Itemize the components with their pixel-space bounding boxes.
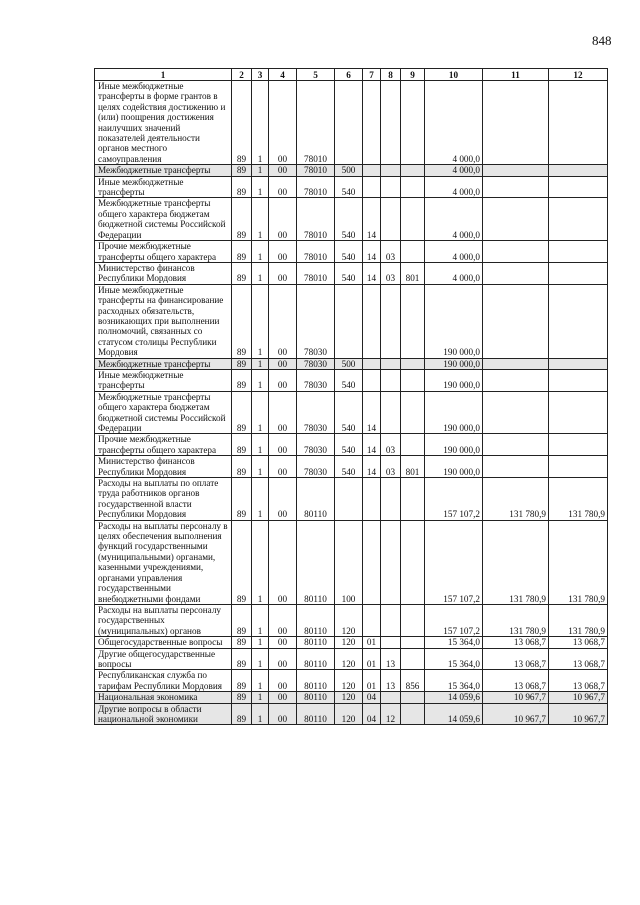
code-cell-col9 [401, 81, 425, 165]
code-cell-col7: 01 [363, 637, 381, 648]
code-cell-col8 [381, 198, 401, 241]
code-cell-col4: 00 [269, 692, 297, 703]
code-cell-col9 [401, 358, 425, 369]
code-cell-col8 [381, 358, 401, 369]
code-cell-col4: 00 [269, 284, 297, 358]
amount-cell-col12 [549, 165, 608, 176]
code-cell-col9 [401, 703, 425, 725]
code-cell-col9 [401, 692, 425, 703]
amount-cell-col12 [549, 358, 608, 369]
code-cell-col7: 01 [363, 670, 381, 692]
table-row [95, 670, 608, 692]
row-name-cell: Министерство финансов Республики Мордовия [95, 456, 232, 478]
header-cell-col9: 9 [401, 69, 425, 81]
amount-cell-col12 [549, 262, 608, 284]
amount-cell-col10: 4 000,0 [425, 262, 483, 284]
code-cell-col9 [401, 284, 425, 358]
row-name-cell: Межбюджетные трансферты общего характера бюджетам бюджетной системы Российской Федерации [95, 198, 232, 241]
code-cell-col6: 120 [335, 637, 363, 648]
table-row [95, 478, 608, 521]
header-cell-col4: 4 [269, 69, 297, 81]
code-cell-col3: 1 [252, 637, 269, 648]
table-row [95, 241, 608, 263]
code-cell-col2: 89 [232, 284, 252, 358]
code-cell-col3: 1 [252, 692, 269, 703]
amount-cell-col12 [549, 176, 608, 198]
code-cell-col3: 1 [252, 358, 269, 369]
code-cell-col2: 89 [232, 520, 252, 604]
code-cell-col5: 78010 [297, 198, 335, 241]
code-cell-col9 [401, 391, 425, 434]
amount-cell-col11 [483, 176, 549, 198]
table-row [95, 81, 608, 165]
row-name-cell: Прочие межбюджетные трансферты общего характера [95, 434, 232, 456]
code-cell-col8: 13 [381, 648, 401, 670]
amount-cell-col10: 14 059,6 [425, 703, 483, 725]
table-row [95, 176, 608, 198]
header-cell-col2: 2 [232, 69, 252, 81]
code-cell-col6: 120 [335, 703, 363, 725]
code-cell-col6: 120 [335, 692, 363, 703]
code-cell-col4: 00 [269, 604, 297, 636]
code-cell-col9 [401, 369, 425, 391]
code-cell-col7 [363, 284, 381, 358]
code-cell-col6 [335, 81, 363, 165]
code-cell-col8 [381, 637, 401, 648]
code-cell-col9 [401, 648, 425, 670]
code-cell-col2: 89 [232, 81, 252, 165]
code-cell-col5: 80110 [297, 478, 335, 521]
amount-cell-col11 [483, 434, 549, 456]
amount-cell-col11: 13 068,7 [483, 670, 549, 692]
code-cell-col8 [381, 391, 401, 434]
code-cell-col6: 540 [335, 262, 363, 284]
code-cell-col3: 1 [252, 176, 269, 198]
code-cell-col8 [381, 176, 401, 198]
code-cell-col2: 89 [232, 262, 252, 284]
code-cell-col3: 1 [252, 165, 269, 176]
code-cell-col3: 1 [252, 456, 269, 478]
code-cell-col5: 80110 [297, 703, 335, 725]
header-cell-col3: 3 [252, 69, 269, 81]
amount-cell-col12: 13 068,7 [549, 648, 608, 670]
amount-cell-col12 [549, 241, 608, 263]
code-cell-col6: 540 [335, 198, 363, 241]
code-cell-col8: 03 [381, 241, 401, 263]
code-cell-col4: 00 [269, 176, 297, 198]
amount-cell-col10: 4 000,0 [425, 176, 483, 198]
amount-cell-col11 [483, 358, 549, 369]
code-cell-col3: 1 [252, 478, 269, 521]
code-cell-col2: 89 [232, 358, 252, 369]
code-cell-col6: 120 [335, 648, 363, 670]
code-cell-col4: 00 [269, 478, 297, 521]
code-cell-col6: 540 [335, 391, 363, 434]
code-cell-col7: 04 [363, 692, 381, 703]
amount-cell-col11 [483, 198, 549, 241]
code-cell-col5: 78030 [297, 391, 335, 434]
amount-cell-col12: 131 780,9 [549, 604, 608, 636]
amount-cell-col10: 190 000,0 [425, 456, 483, 478]
amount-cell-col11: 131 780,9 [483, 604, 549, 636]
amount-cell-col11 [483, 241, 549, 263]
code-cell-col6: 120 [335, 604, 363, 636]
code-cell-col2: 89 [232, 198, 252, 241]
amount-cell-col10: 157 107,2 [425, 478, 483, 521]
header-row [95, 69, 608, 81]
code-cell-col7: 14 [363, 434, 381, 456]
code-cell-col4: 00 [269, 391, 297, 434]
code-cell-col5: 78030 [297, 456, 335, 478]
header-cell-col11: 11 [483, 69, 549, 81]
code-cell-col4: 00 [269, 369, 297, 391]
row-name-cell: Межбюджетные трансферты [95, 165, 232, 176]
code-cell-col3: 1 [252, 648, 269, 670]
code-cell-col2: 89 [232, 165, 252, 176]
code-cell-col2: 89 [232, 478, 252, 521]
code-cell-col5: 80110 [297, 648, 335, 670]
code-cell-col5: 80110 [297, 604, 335, 636]
code-cell-col9 [401, 176, 425, 198]
amount-cell-col10: 4 000,0 [425, 241, 483, 263]
code-cell-col8: 03 [381, 262, 401, 284]
code-cell-col3: 1 [252, 198, 269, 241]
header-cell-col6: 6 [335, 69, 363, 81]
amount-cell-col10: 4 000,0 [425, 198, 483, 241]
amount-cell-col12 [549, 198, 608, 241]
amount-cell-col12: 13 068,7 [549, 670, 608, 692]
code-cell-col3: 1 [252, 520, 269, 604]
amount-cell-col10: 15 364,0 [425, 648, 483, 670]
code-cell-col5: 78030 [297, 358, 335, 369]
code-cell-col4: 00 [269, 670, 297, 692]
amount-cell-col10: 190 000,0 [425, 391, 483, 434]
row-name-cell: Прочие межбюджетные трансферты общего характера [95, 241, 232, 263]
amount-cell-col11: 131 780,9 [483, 520, 549, 604]
code-cell-col2: 89 [232, 703, 252, 725]
code-cell-col4: 00 [269, 520, 297, 604]
code-cell-col7: 14 [363, 391, 381, 434]
code-cell-col9: 801 [401, 456, 425, 478]
code-cell-col7 [363, 81, 381, 165]
code-cell-col4: 00 [269, 262, 297, 284]
amount-cell-col11: 131 780,9 [483, 478, 549, 521]
code-cell-col2: 89 [232, 648, 252, 670]
code-cell-col4: 00 [269, 198, 297, 241]
code-cell-col4: 00 [269, 81, 297, 165]
row-name-cell: Расходы на выплаты персоналу в целях обеспечения выполнения функций государственными (муниципальными) органами, казенными учреждениями, органами управления государственными внебюджетными фондами [95, 520, 232, 604]
code-cell-col5: 78010 [297, 81, 335, 165]
code-cell-col9 [401, 520, 425, 604]
code-cell-col8 [381, 478, 401, 521]
amount-cell-col10: 190 000,0 [425, 358, 483, 369]
code-cell-col4: 00 [269, 165, 297, 176]
amount-cell-col11 [483, 284, 549, 358]
page-number: 848 [592, 33, 612, 48]
code-cell-col8 [381, 81, 401, 165]
table-row [95, 637, 608, 648]
amount-cell-col12 [549, 456, 608, 478]
code-cell-col6: 500 [335, 358, 363, 369]
code-cell-col2: 89 [232, 434, 252, 456]
code-cell-col6: 540 [335, 456, 363, 478]
row-name-cell: Иные межбюджетные трансферты [95, 176, 232, 198]
amount-cell-col11: 13 068,7 [483, 637, 549, 648]
row-name-cell: Иные межбюджетные трансферты [95, 369, 232, 391]
code-cell-col8 [381, 284, 401, 358]
code-cell-col5: 78010 [297, 176, 335, 198]
code-cell-col3: 1 [252, 241, 269, 263]
amount-cell-col10: 4 000,0 [425, 165, 483, 176]
amount-cell-col11 [483, 369, 549, 391]
row-name-cell: Другие общегосударственные вопросы [95, 648, 232, 670]
code-cell-col3: 1 [252, 670, 269, 692]
header-cell-col7: 7 [363, 69, 381, 81]
row-name-cell: Межбюджетные трансферты [95, 358, 232, 369]
table-row [95, 703, 608, 725]
code-cell-col6: 540 [335, 241, 363, 263]
amount-cell-col12 [549, 434, 608, 456]
code-cell-col7: 14 [363, 198, 381, 241]
code-cell-col5: 80110 [297, 520, 335, 604]
code-cell-col2: 89 [232, 176, 252, 198]
code-cell-col8 [381, 604, 401, 636]
code-cell-col4: 00 [269, 648, 297, 670]
code-cell-col7 [363, 165, 381, 176]
code-cell-col4: 00 [269, 703, 297, 725]
amount-cell-col10: 190 000,0 [425, 284, 483, 358]
amount-cell-col11: 10 967,7 [483, 692, 549, 703]
code-cell-col5: 78030 [297, 369, 335, 391]
row-name-cell: Межбюджетные трансферты общего характера бюджетам бюджетной системы Российской Федерации [95, 391, 232, 434]
row-name-cell: Республиканская служба по тарифам Республики Мордовия [95, 670, 232, 692]
code-cell-col2: 89 [232, 369, 252, 391]
code-cell-col8 [381, 692, 401, 703]
row-name-cell: Расходы на выплаты по оплате труда работников органов государственной власти Республики Мордовия [95, 478, 232, 521]
code-cell-col8: 13 [381, 670, 401, 692]
code-cell-col8: 03 [381, 456, 401, 478]
row-name-cell: Министерство финансов Республики Мордовия [95, 262, 232, 284]
table-row [95, 358, 608, 369]
amount-cell-col12: 10 967,7 [549, 692, 608, 703]
code-cell-col8: 03 [381, 434, 401, 456]
code-cell-col7: 01 [363, 648, 381, 670]
code-cell-col8 [381, 369, 401, 391]
row-name-cell: Расходы на выплаты персоналу государственных (муниципальных) органов [95, 604, 232, 636]
code-cell-col5: 78010 [297, 241, 335, 263]
amount-cell-col10: 190 000,0 [425, 434, 483, 456]
amount-cell-col11: 10 967,7 [483, 703, 549, 725]
code-cell-col6: 540 [335, 434, 363, 456]
header-cell-col10: 10 [425, 69, 483, 81]
amount-cell-col10: 15 364,0 [425, 637, 483, 648]
code-cell-col2: 89 [232, 692, 252, 703]
code-cell-col2: 89 [232, 391, 252, 434]
code-cell-col3: 1 [252, 434, 269, 456]
row-name-cell: Национальная экономика [95, 692, 232, 703]
amount-cell-col10: 4 000,0 [425, 81, 483, 165]
amount-cell-col11 [483, 81, 549, 165]
code-cell-col4: 00 [269, 358, 297, 369]
amount-cell-col12 [549, 391, 608, 434]
code-cell-col3: 1 [252, 369, 269, 391]
code-cell-col9 [401, 165, 425, 176]
code-cell-col2: 89 [232, 637, 252, 648]
code-cell-col5: 80110 [297, 692, 335, 703]
code-cell-col9 [401, 637, 425, 648]
code-cell-col5: 78030 [297, 434, 335, 456]
code-cell-col2: 89 [232, 670, 252, 692]
code-cell-col7 [363, 358, 381, 369]
code-cell-col4: 00 [269, 434, 297, 456]
amount-cell-col11 [483, 165, 549, 176]
code-cell-col5: 80110 [297, 637, 335, 648]
code-cell-col2: 89 [232, 604, 252, 636]
table-row [95, 391, 608, 434]
code-cell-col3: 1 [252, 391, 269, 434]
code-cell-col3: 1 [252, 81, 269, 165]
code-cell-col5: 78010 [297, 262, 335, 284]
code-cell-col9: 801 [401, 262, 425, 284]
row-name-cell: Иные межбюджетные трансферты в форме грантов в целях содействия достижению и (или) поощрения достижения наилучших значений показателей деятельности органов местного самоуправления [95, 81, 232, 165]
table-row [95, 648, 608, 670]
code-cell-col6: 120 [335, 670, 363, 692]
amount-cell-col10: 15 364,0 [425, 670, 483, 692]
code-cell-col6: 540 [335, 369, 363, 391]
code-cell-col8 [381, 165, 401, 176]
table-row [95, 284, 608, 358]
code-cell-col5: 78010 [297, 165, 335, 176]
table-row [95, 520, 608, 604]
code-cell-col9 [401, 478, 425, 521]
row-name-cell: Иные межбюджетные трансферты на финансирование расходных обязательств, возникающих при выполнении полномочий, связанных со статусом столицы Республики Мордовия [95, 284, 232, 358]
amount-cell-col12 [549, 81, 608, 165]
code-cell-col7: 04 [363, 703, 381, 725]
code-cell-col7 [363, 520, 381, 604]
amount-cell-col12: 131 780,9 [549, 478, 608, 521]
code-cell-col7: 14 [363, 241, 381, 263]
amount-cell-col12 [549, 369, 608, 391]
code-cell-col3: 1 [252, 703, 269, 725]
header-cell-col5: 5 [297, 69, 335, 81]
amount-cell-col10: 190 000,0 [425, 369, 483, 391]
code-cell-col7 [363, 478, 381, 521]
amount-cell-col11 [483, 262, 549, 284]
table-row [95, 456, 608, 478]
code-cell-col6 [335, 478, 363, 521]
code-cell-col9 [401, 198, 425, 241]
amount-cell-col12: 131 780,9 [549, 520, 608, 604]
table-row [95, 692, 608, 703]
code-cell-col3: 1 [252, 604, 269, 636]
code-cell-col3: 1 [252, 284, 269, 358]
header-cell-col12: 12 [549, 69, 608, 81]
code-cell-col7 [363, 604, 381, 636]
table-row [95, 165, 608, 176]
amount-cell-col12: 10 967,7 [549, 703, 608, 725]
code-cell-col7: 14 [363, 456, 381, 478]
amount-cell-col12 [549, 284, 608, 358]
code-cell-col6: 100 [335, 520, 363, 604]
amount-cell-col12: 13 068,7 [549, 637, 608, 648]
code-cell-col6: 540 [335, 176, 363, 198]
budget-table [94, 68, 608, 725]
table-row [95, 604, 608, 636]
amount-cell-col11: 13 068,7 [483, 648, 549, 670]
code-cell-col5: 78030 [297, 284, 335, 358]
code-cell-col4: 00 [269, 637, 297, 648]
amount-cell-col11 [483, 391, 549, 434]
code-cell-col8: 12 [381, 703, 401, 725]
row-name-cell: Другие вопросы в области национальной экономики [95, 703, 232, 725]
code-cell-col5: 80110 [297, 670, 335, 692]
row-name-cell: Общегосударственные вопросы [95, 637, 232, 648]
code-cell-col7 [363, 176, 381, 198]
code-cell-col9 [401, 604, 425, 636]
table-row [95, 369, 608, 391]
amount-cell-col10: 157 107,2 [425, 520, 483, 604]
code-cell-col9 [401, 241, 425, 263]
amount-cell-col11 [483, 456, 549, 478]
code-cell-col7: 14 [363, 262, 381, 284]
table-row [95, 434, 608, 456]
code-cell-col9 [401, 434, 425, 456]
amount-cell-col10: 157 107,2 [425, 604, 483, 636]
code-cell-col6: 500 [335, 165, 363, 176]
table-row [95, 262, 608, 284]
header-cell-col1: 1 [95, 69, 232, 81]
code-cell-col4: 00 [269, 456, 297, 478]
code-cell-col9: 856 [401, 670, 425, 692]
code-cell-col3: 1 [252, 262, 269, 284]
code-cell-col8 [381, 520, 401, 604]
header-cell-col8: 8 [381, 69, 401, 81]
code-cell-col6 [335, 284, 363, 358]
table-row [95, 198, 608, 241]
code-cell-col4: 00 [269, 241, 297, 263]
code-cell-col2: 89 [232, 456, 252, 478]
code-cell-col7 [363, 369, 381, 391]
amount-cell-col10: 14 059,6 [425, 692, 483, 703]
code-cell-col2: 89 [232, 241, 252, 263]
